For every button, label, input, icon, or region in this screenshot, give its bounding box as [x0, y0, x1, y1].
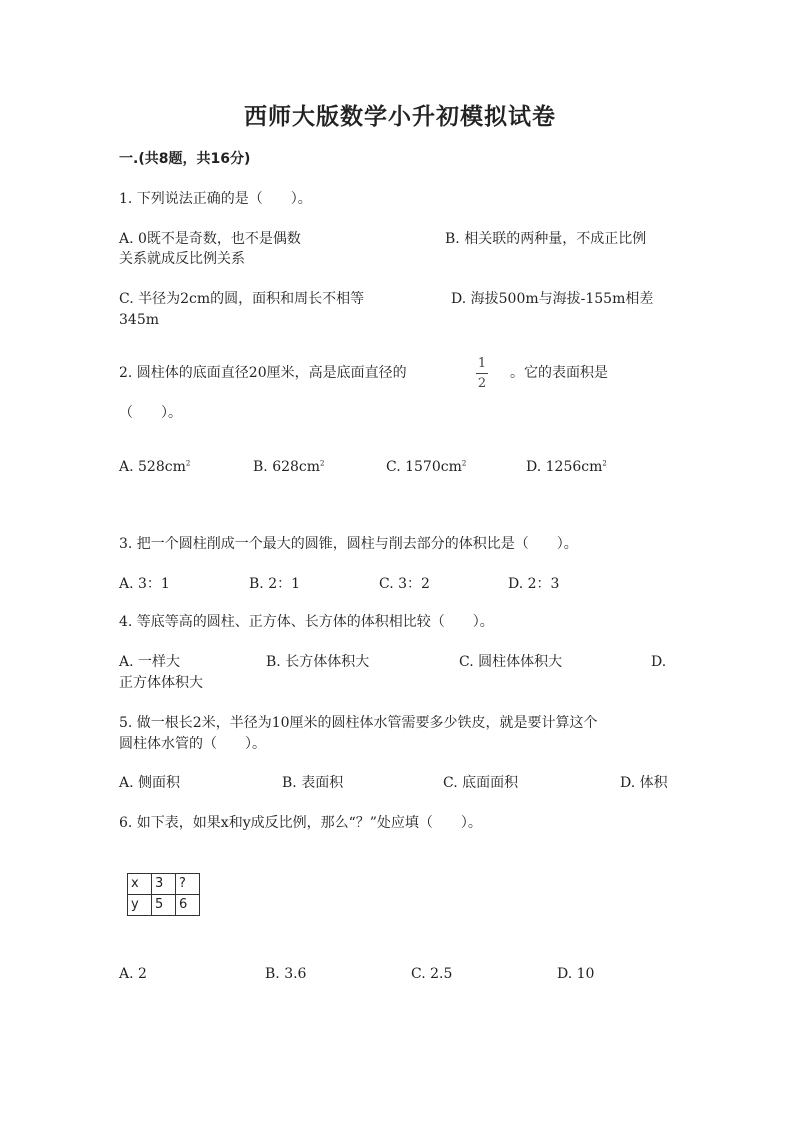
- table-cell: ?: [176, 874, 200, 895]
- question-4-option-b: B. 长方体体积大: [266, 654, 370, 670]
- question-3-option-b: B. 2：1: [249, 576, 301, 592]
- question-2-option-d: D. $1256cm^2$: [526, 459, 607, 475]
- question-1-option-b-continued: 关系就成反比例关系: [119, 251, 245, 267]
- question-3-option-c: C. 3：2: [379, 576, 430, 592]
- question-2-blank: （ ）。: [119, 405, 182, 421]
- xy-table: [127, 873, 200, 916]
- fraction-one-half: [474, 356, 490, 391]
- table-cell: 3: [152, 874, 176, 895]
- question-4-option-d-continued: 正方体体积大: [119, 675, 203, 691]
- question-6-option-a: A. 2: [119, 966, 147, 982]
- question-1-option-a: A. 0既不是奇数，也不是偶数: [119, 231, 301, 247]
- question-4-option-a: A. 一样大: [119, 654, 181, 670]
- question-2-option-b: B. $628cm^2$: [253, 459, 325, 475]
- question-5-stem-continued: 圆柱体水管的（ ）。: [119, 736, 266, 752]
- question-2-stem-continued: 。它的表面积是: [510, 365, 608, 381]
- question-6-option-b: B. 3.6: [265, 966, 307, 982]
- question-1-option-d: D. 海拔500m与海拔-155m相差: [451, 291, 654, 307]
- fraction-bar: [476, 373, 488, 374]
- question-1-option-d-continued: 345m: [119, 312, 159, 328]
- table-cell: y: [128, 895, 152, 916]
- question-4-stem: 4. 等底等高的圆柱、正方体、长方体的体积相比较（ ）。: [119, 614, 494, 630]
- question-5-stem: 5. 做一根长2米，半径为10厘米的圆柱体水管需要多少铁皮，就是要计算这个: [119, 715, 598, 731]
- table-cell: 6: [176, 895, 200, 916]
- question-5-option-a: A. 侧面积: [119, 775, 181, 791]
- question-2-stem: 2. 圆柱体的底面直径20厘米，高是底面直径的: [119, 365, 407, 381]
- question-5-option-b: B. 表面积: [282, 775, 344, 791]
- question-5-option-d: D. 体积: [620, 775, 668, 791]
- table-cell: 5: [152, 895, 176, 916]
- table-row: [128, 895, 200, 916]
- section-heading: 一.(共8题，共16分): [119, 151, 251, 167]
- question-2-option-c: C. $1570cm^2$: [386, 459, 467, 475]
- question-4-option-c: C. 圆柱体体积大: [459, 654, 563, 670]
- question-1-option-c: C. 半径为2cm的圆，面积和周长不相等: [119, 291, 365, 307]
- question-5-option-c: C. 底面面积: [443, 775, 519, 791]
- question-6-option-d: D. 10: [557, 966, 595, 982]
- question-2-option-a: A. $528cm^2$: [119, 459, 191, 475]
- question-1-option-b: B. 相关联的两种量，不成正比例: [445, 231, 647, 247]
- question-4-option-d: D.: [651, 654, 667, 670]
- question-3-option-a: A. 3：1: [119, 576, 170, 592]
- question-6-option-c: C. 2.5: [411, 966, 453, 982]
- question-3-stem: 3. 把一个圆柱削成一个最大的圆锥，圆柱与削去部分的体积比是（ ）。: [119, 536, 578, 552]
- fraction-denominator: 2: [477, 376, 487, 391]
- page-title: 西师大版数学小升初模拟试卷: [244, 104, 556, 130]
- question-1-stem: 1. 下列说法正确的是（ ）。: [119, 191, 312, 207]
- table-cell: x: [128, 874, 152, 895]
- question-6-stem: 6. 如下表，如果x和y成反比例，那么“？”处应填（ ）。: [119, 815, 482, 831]
- table-row: [128, 874, 200, 895]
- question-3-option-d: D. 2：3: [508, 576, 560, 592]
- fraction-numerator: 1: [477, 356, 487, 371]
